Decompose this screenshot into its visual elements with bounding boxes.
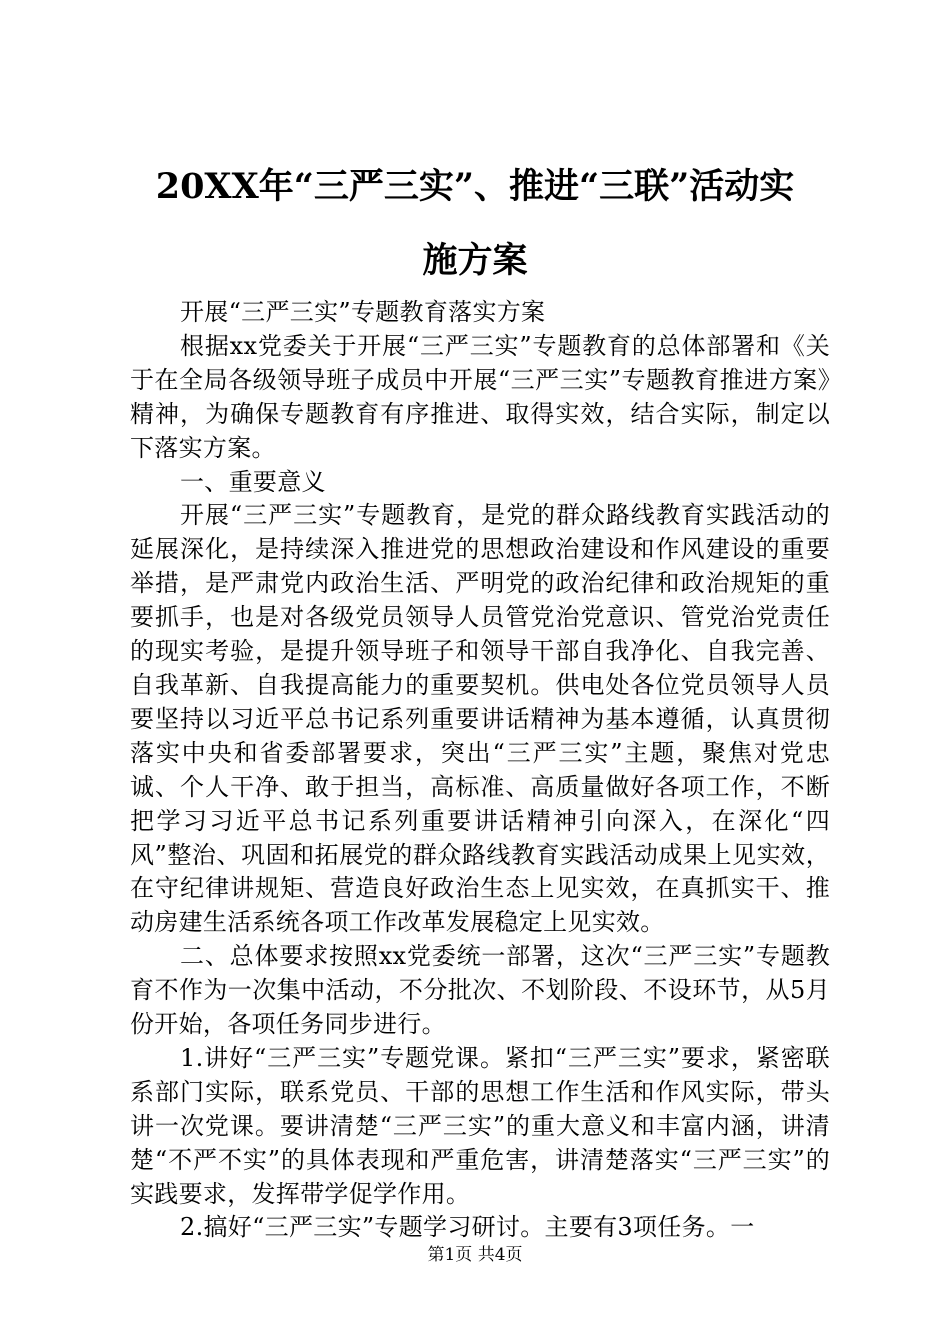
paragraph-item-1: 1.讲好“三严三实”专题党课。紧扣“三严三实”要求，紧密联系部门实际，联系党员、干部的思想工作生活和作风实际，带头讲一次党课。要讲清楚“三严三实”的重大意义和丰富内涵，讲清楚“不严不实”的具体表现和严重危害，讲清楚落实“三严三实”的实践要求，发挥带学促学作用。	[130, 1043, 830, 1208]
document-title	[120, 150, 830, 298]
paragraph-item-2: 2.搞好“三严三实”专题学习研讨。主要有3项任务。一	[180, 1213, 755, 1242]
paragraph-significance: 开展“三严三实”专题教育，是党的群众路线教育实践活动的延展深化，是持续深入推进党的思想政治建设和作风建设的重要举措，是严肃党内政治生活、严明党的政治纪律和政治规矩的重要抓手，也是对各级党员领导人员管党治党意识、管党治党责任的现实考验，是提升领导班子和领导干部自我净化、自我完善、自我革新、自我提高能力的重要契机。供电处各位党员领导人员要坚持以习近平总书记系列重要讲话精神为基本遵循，认真贯彻落实中央和省委部署要求，突出“三严三实”主题，聚焦对党忠诚、个人干净、敢于担当，高标准、高质量做好各项工作，不断把学习习近平总书记系列重要讲话精神引向深入，在深化“四风”整治、巩固和拓展党的群众路线教育实践活动成果上见实效，在守纪律讲规矩、营造良好政治生态上见实效，在真抓实干、推动房建生活系统各项工作改革发展稳定上见实效。	[130, 501, 830, 937]
paragraph-requirements: 二、总体要求按照xx党委统一部署，这次“三严三实”专题教育不作为一次集中活动，不分批次、不划阶段、不设环节，从5月份开始，各项任务同步进行。	[130, 942, 830, 1039]
paragraph-subtitle: 开展“三严三实”专题教育落实方案	[180, 298, 546, 326]
document-body	[130, 296, 830, 1245]
title-line-1: 20XX年“三严三实”、推进“三联”活动实	[155, 166, 795, 207]
page-footer: 第1页 共4页	[427, 1245, 523, 1265]
paragraph-intro: 根据xx党委关于开展“三严三实”专题教育的总体部署和《关于在全局各级领导班子成员中开展“三严三实”专题教育推进方案》精神，为确保专题教育有序推进、取得实效，结合实际，制定以下落实方案。	[130, 331, 830, 462]
section-heading-1: 一、重要意义	[180, 467, 326, 496]
title-line-2: 施方案	[422, 240, 528, 281]
